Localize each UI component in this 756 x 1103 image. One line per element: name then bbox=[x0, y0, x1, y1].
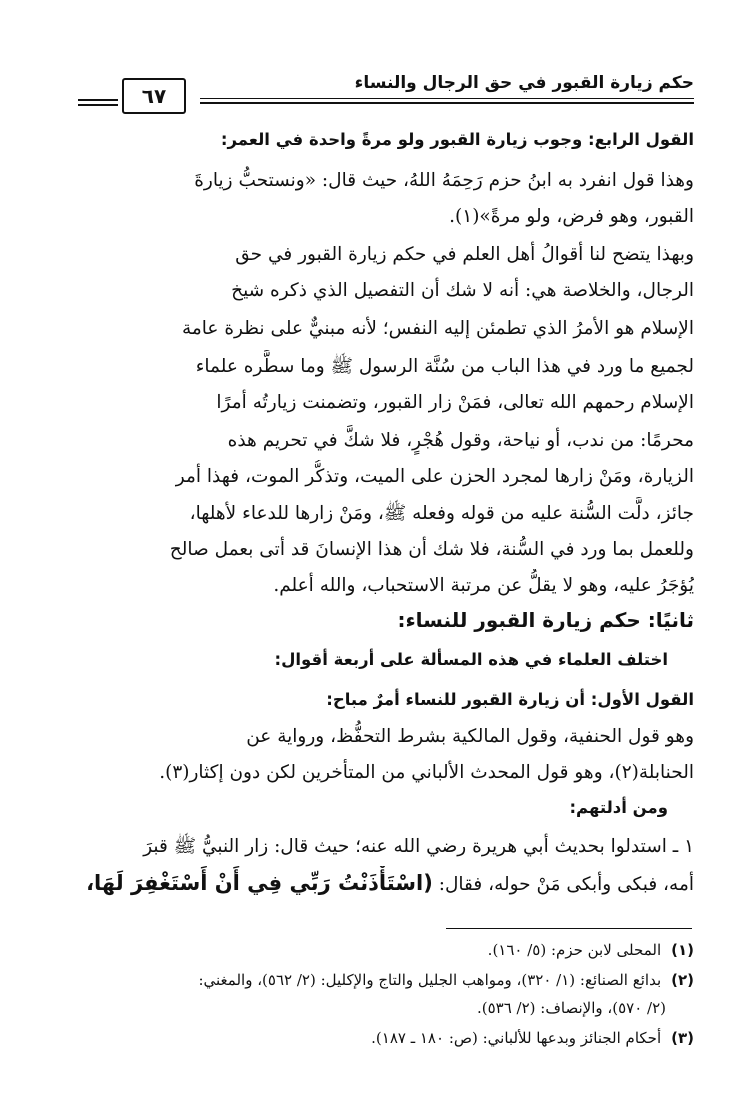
footnote bbox=[64, 1024, 694, 1052]
page-number: ٦٧ bbox=[122, 78, 186, 114]
text-line: الرجال، والخلاصة هي: أنه لا شك أن التفصيل الذي ذكره شيخ bbox=[231, 280, 694, 301]
text-line: الإسلام هو الأمرُ الذي تطمئن إليه النفس؛ لأنه مبنيٌّ على نظرة عامة bbox=[181, 318, 694, 339]
text-line: لجميع ما ورد في هذا الباب من سُنَّة الرسول ﷺ وما سطَّره علماء bbox=[195, 356, 694, 377]
text-line: الحنابلة(٢)، وهو قول المحدث الألباني من المتأخرين لكن دون إكثار(٣). bbox=[159, 762, 694, 783]
header-rule bbox=[78, 99, 118, 101]
header-rule bbox=[200, 102, 694, 104]
footnote-number: (٣) bbox=[671, 1029, 694, 1047]
footnote bbox=[64, 966, 694, 994]
text-line: وهذا قول انفرد به ابنُ حزم رَحِمَهُ اللهُ، حيث قال: «ونستحبُّ زيارةَ bbox=[194, 170, 694, 191]
text-line: ١ ـ استدلوا بحديث أبي هريرة رضي الله عنه؛ حيث قال: زار النبيُّ ﷺ قبرَ bbox=[143, 836, 694, 857]
footnote-text: (٢/ ٥٧٠)، والإنصاف: (٢/ ٥٣٦). bbox=[476, 999, 666, 1017]
text-line: محرمًا: من ندب، أو نياحة، وقول هُجْرٍ، فلا شكَّ في تحريم هذه bbox=[227, 430, 694, 451]
heading-first-opinion: القول الأول: أن زيارة القبور للنساء أمرٌ مباح: bbox=[326, 690, 694, 709]
section-heading-women: ثانيًا: حكم زيارة القبور للنساء: bbox=[397, 608, 694, 632]
text-line: وبهذا يتضح لنا أقوالُ أهل العلم في حكم زيارة القبور في حق bbox=[235, 244, 694, 265]
footnote-continuation bbox=[64, 994, 666, 1022]
text-line: يُؤجَرُ عليه، وهو لا يقلُّ عن مرتبة الاستحباب، والله أعلم. bbox=[273, 575, 694, 596]
footnote-text: أحكام الجنائز وبدعها للألباني: (ص: ١٨٠ ـ ١٨٧). bbox=[371, 1029, 662, 1047]
text-line: الزيارة، ومَنْ زارها لمجرد الحزن على الميت، وتذكُّر الموت، فهذا أمر bbox=[175, 466, 694, 487]
text-line: وهو قول الحنفية، وقول المالكية بشرط التحفُّظ، ورواية عن bbox=[246, 726, 694, 747]
footnote-number: (٢) bbox=[671, 971, 694, 989]
text-line-with-hadith bbox=[64, 866, 694, 902]
running-header-title: حكم زيارة القبور في حق الرجال والنساء bbox=[354, 73, 694, 93]
footnote-separator bbox=[446, 928, 692, 929]
subheading-four-opinions: اختلف العلماء في هذه المسألة على أربعة أقوال: bbox=[274, 650, 668, 669]
text-line: القبور، وهو فرض، ولو مرةً»(١). bbox=[449, 206, 694, 227]
heading-fourth-opinion: القول الرابع: وجوب زيارة القبور ولو مرةً واحدة في العمر: bbox=[220, 130, 694, 149]
text-line: الإسلام رحمهم الله تعالى، فمَنْ زار القبور، وتضمنت زيارتُه أمرًا bbox=[216, 392, 694, 413]
text-line: وللعمل بما ورد في السُّنة، فلا شك أن هذا الإنسانَ قد أتى بعمل صالح bbox=[169, 539, 694, 560]
footnote-text: المحلى لابن حزم: (٥/ ١٦٠). bbox=[487, 941, 662, 959]
footnote-text: بدائع الصنائع: (١/ ٣٢٠)، ومواهب الجليل والتاج والإكليل: (٢/ ٥٦٢)، والمغني: bbox=[198, 971, 662, 989]
footnote bbox=[64, 936, 694, 964]
hadith-quote: (اسْتَأْذَنْتُ رَبِّي فِي أَنْ أَسْتَغْفِرَ لَهَا، bbox=[86, 871, 433, 895]
header-rule bbox=[78, 104, 118, 106]
subheading-evidence: ومن أدلتهم: bbox=[569, 798, 668, 817]
text-line: جائز، دلَّت السُّنة عليه من قوله وفعله ﷺ، ومَنْ زارها للدعاء لأهلها، bbox=[189, 503, 694, 524]
footnote-number: (١) bbox=[671, 941, 694, 959]
text-fragment: أمه، فبكى وأبكى مَنْ حوله، فقال: bbox=[432, 874, 694, 895]
header-rule bbox=[200, 98, 694, 99]
